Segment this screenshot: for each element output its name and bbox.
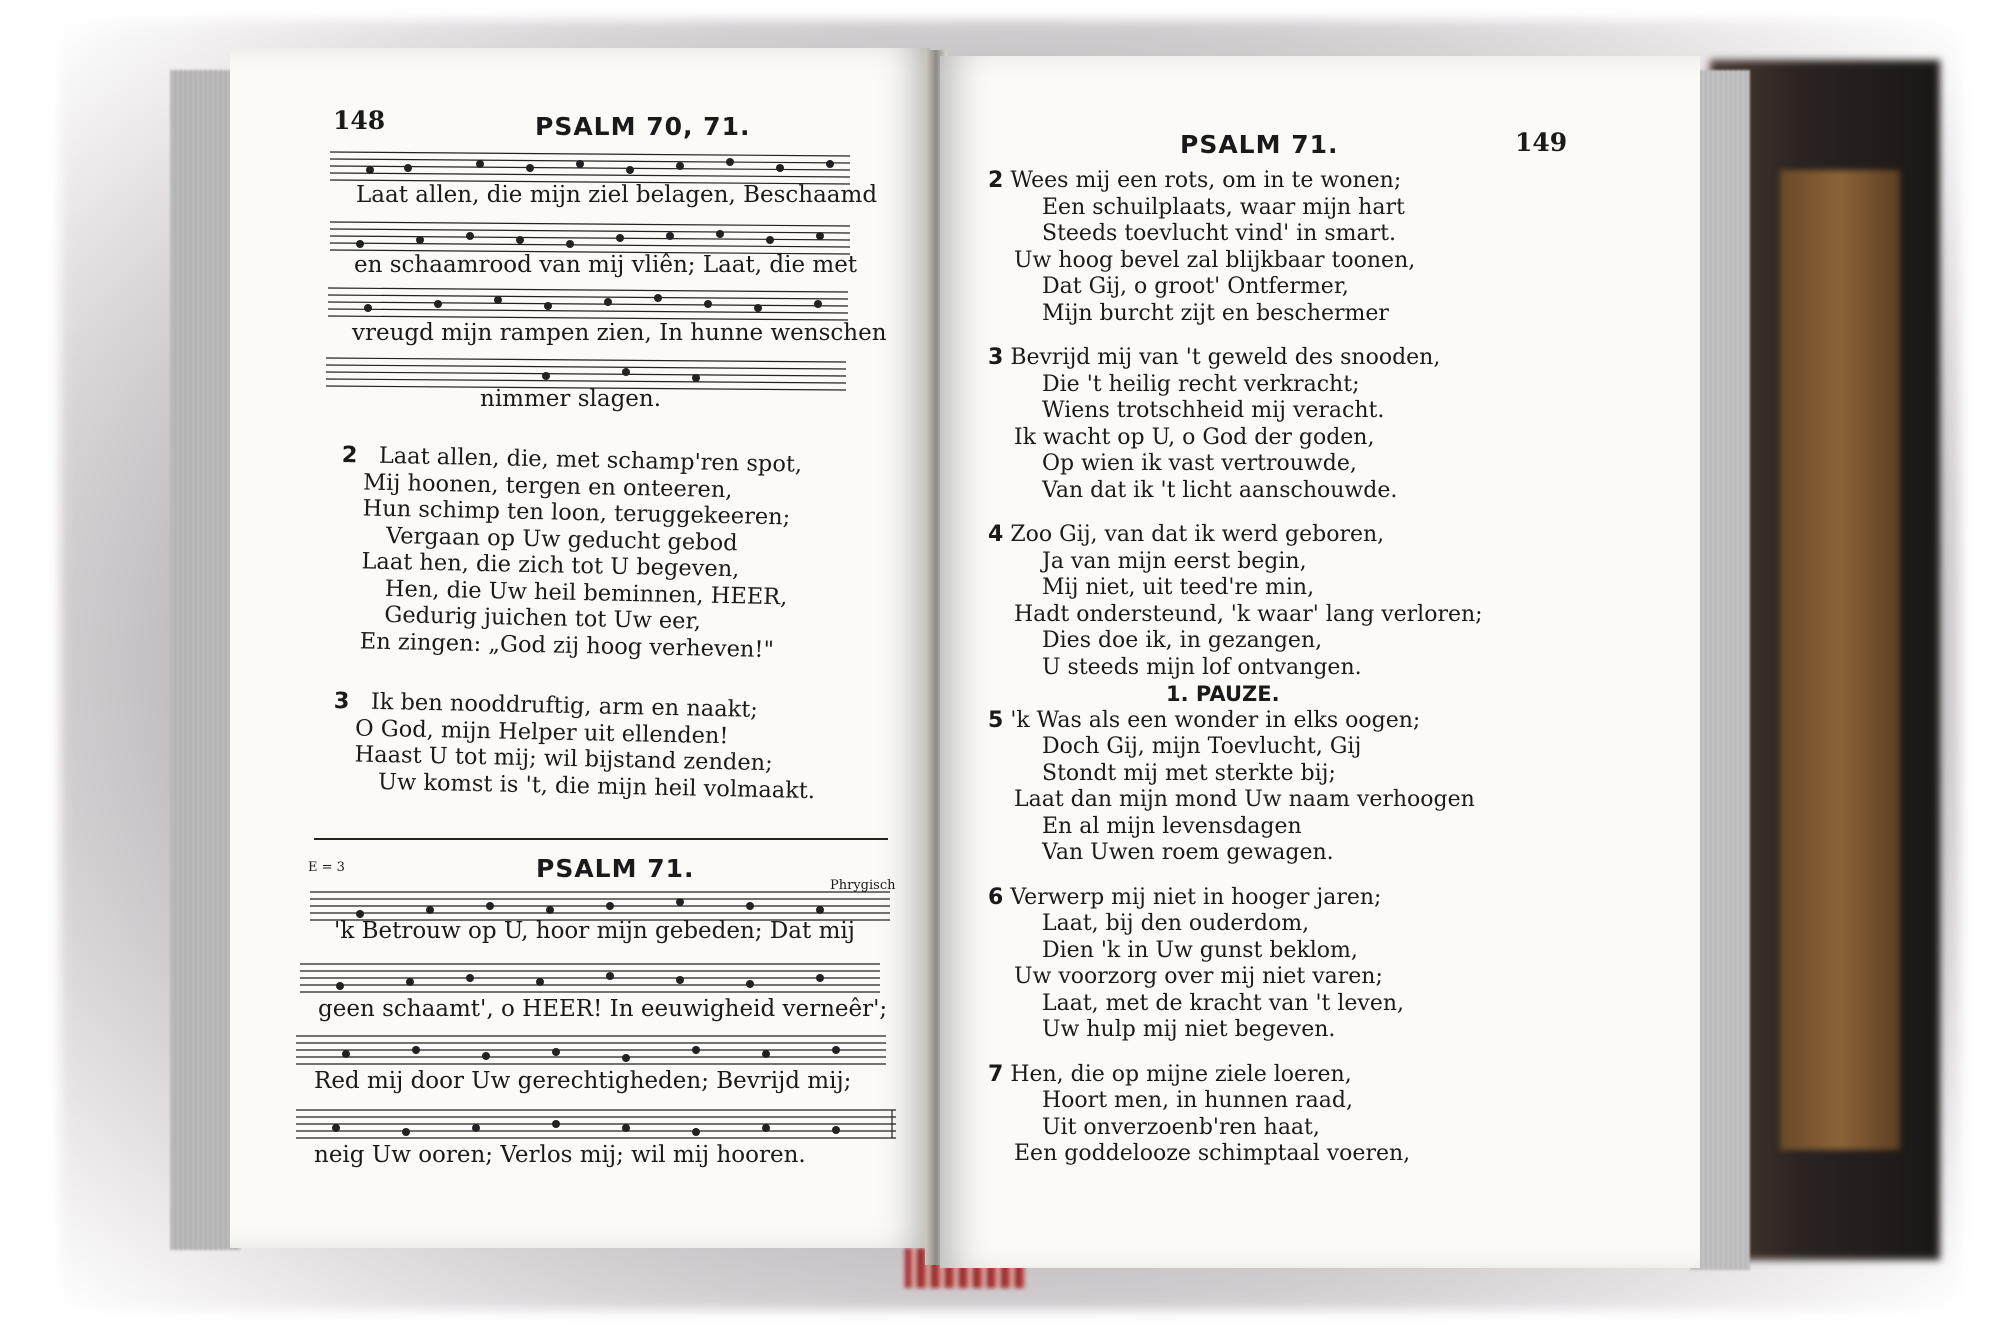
verse-line: Laat, bij den ouderdom, <box>1042 911 1310 936</box>
verse-line: Ja van mijn eerst begin, <box>1042 548 1307 574</box>
verse-line: Mij niet, uit teed're min, <box>1042 575 1315 600</box>
verse-line: Een schuilplaats, waar mijn hart <box>1042 194 1405 220</box>
left-page-number: 148 <box>333 106 386 135</box>
verse-line: Uw komst is 't, die mijn heil volmaakt. <box>377 768 816 804</box>
lyric-line: en schaamrood van mij vliên; Laat, die met <box>354 252 858 278</box>
verse-line: Hadt ondersteund, 'k waar' lang verloren; <box>1014 601 1483 627</box>
pause-marker: 1. PAUZE. <box>1166 682 1280 706</box>
verse-line: Uw hoog bevel zal blijkbaar toonen, <box>1014 247 1416 273</box>
lyric-line: neig Uw ooren; Verlos mij; wil mij hooren. <box>314 1142 806 1168</box>
lyric-line: Laat allen, die mijn ziel belagen, Beschaamd <box>356 182 878 208</box>
lyric-line: Red mij door Uw gerechtigheden; Bevrijd mij; <box>314 1068 852 1094</box>
verse-line: Dat Gij, o groot' Ontfermer, <box>1042 274 1349 299</box>
verse-line: 'k Was als een wonder in elks oogen; <box>1010 707 1421 733</box>
verse-2 <box>338 442 803 664</box>
verse-line: Mijn burcht zijt en beschermer <box>1042 300 1389 326</box>
music-staff <box>300 956 880 998</box>
verse-line: Uw voorzorg over mij niet varen; <box>1014 964 1383 989</box>
verse-line: Laat dan mijn mond Uw naam verhoogen <box>1014 787 1475 812</box>
verse-number: 5 <box>988 707 1004 733</box>
verse-line: En al mijn levensdagen <box>1042 813 1302 839</box>
verse-line: Gedurig juichen tot Uw eer, <box>384 601 702 635</box>
verse-line: Vergaan op Uw geducht gebod <box>385 522 738 556</box>
verse-line: Dies doe ik, in gezangen, <box>1042 628 1323 653</box>
verse-line: En zingen: „God zij hoog verheven!" <box>359 627 775 663</box>
verse-number: 2 <box>988 168 1004 193</box>
verse-line: U steeds mijn lof ontvangen. <box>1042 654 1362 680</box>
music-staff <box>296 1102 896 1144</box>
verse-line: Hoort men, in hunnen raad, <box>1042 1088 1353 1113</box>
verse-line: Ik ben nooddruftig, arm en naakt; <box>370 688 759 723</box>
verse-line: Die 't heilig recht verkracht; <box>1042 371 1360 397</box>
verse-line: O God, mijn Helper uit ellenden! <box>354 714 729 749</box>
verse-line: Verwerp mij niet in hooger jaren; <box>1010 884 1382 910</box>
right-page-number: 149 <box>1515 128 1568 157</box>
verse-line: Bevrijd mij van 't geweld des snooden, <box>1010 345 1441 370</box>
verse-line: Dien 'k in Uw gunst beklom, <box>1042 937 1358 963</box>
right-page-header: PSALM 71. <box>1180 130 1339 159</box>
verse-number: 2 <box>341 442 358 469</box>
lyric-line: vreugd mijn rampen zien, In hunne wenschen <box>352 320 887 346</box>
verse-number: 3 <box>333 688 350 715</box>
left-page <box>230 48 930 1248</box>
verse-line: Van Uwen roem gewagen. <box>1042 840 1334 865</box>
verse-line: Op wien ik vast vertrouwde, <box>1042 451 1357 476</box>
verse-line: Steeds toevlucht vind' in smart. <box>1042 221 1396 246</box>
verse-line: Wiens trotschheid mij veracht. <box>1042 398 1385 423</box>
verse-line: Stondt mij met sterkte bij; <box>1042 760 1336 786</box>
book-cover-inner <box>1780 170 1900 1150</box>
divider <box>314 838 888 840</box>
verse-line: Hen, die op mijne ziele loeren, <box>1010 1061 1352 1087</box>
music-staff <box>330 214 850 256</box>
verse-line: Mij hoonen, tergen en onteeren, <box>362 468 733 503</box>
verse-number: 4 <box>988 522 1004 547</box>
verse-line: Zoo Gij, van dat ik werd geboren, <box>1010 522 1385 547</box>
verse-3 <box>332 688 817 804</box>
verse-line: Haast U tot mij; wil bijstand zenden; <box>354 741 774 777</box>
lyric-line: geen schaamt', o HEER! In eeuwigheid verneêr'; <box>318 996 888 1022</box>
verse-line: Doch Gij, mijn Toevlucht, Gij <box>1042 734 1362 759</box>
verse-line: Uit onverzoenb'ren haat, <box>1042 1114 1320 1140</box>
verse-line: Laat allen, die, met schamp'ren spot, <box>378 442 803 478</box>
music-staff <box>328 280 848 322</box>
verse-line: Laat hen, die zich tot U begeven, <box>361 548 740 583</box>
verse-number: 3 <box>988 345 1004 370</box>
psalm-71-title: PSALM 71. <box>536 854 695 883</box>
music-staff <box>330 144 850 186</box>
verse-line: Van dat ik 't licht aanschouwde. <box>1042 477 1398 503</box>
verse-line: Ik wacht op U, o God der goden, <box>1014 424 1375 450</box>
mode-label: Phrygisch <box>830 878 896 893</box>
verse-number: 7 <box>988 1061 1004 1087</box>
verse-line: Hen, die Uw heil beminnen, HEER, <box>384 575 788 610</box>
key-signature: E = 3 <box>308 860 345 875</box>
verse-line: Hun schimp ten loon, teruggekeeren; <box>362 495 791 531</box>
right-page <box>940 56 1700 1268</box>
verse-line: Een goddelooze schimptaal voeren, <box>1014 1141 1411 1166</box>
left-page-header: PSALM 70, 71. <box>535 112 751 141</box>
right-verses <box>988 168 1483 1168</box>
verse-line: Uw hulp mij niet begeven. <box>1042 1017 1336 1042</box>
verse-number: 6 <box>988 884 1004 910</box>
lyric-line: nimmer slagen. <box>480 386 662 412</box>
verse-line: Laat, met de kracht van 't leven, <box>1042 990 1405 1016</box>
music-staff <box>296 1028 886 1070</box>
lyric-line: 'k Betrouw op U, hoor mijn gebeden; Dat mij <box>334 918 855 944</box>
verse-line: Wees mij een rots, om in te wonen; <box>1010 168 1402 193</box>
